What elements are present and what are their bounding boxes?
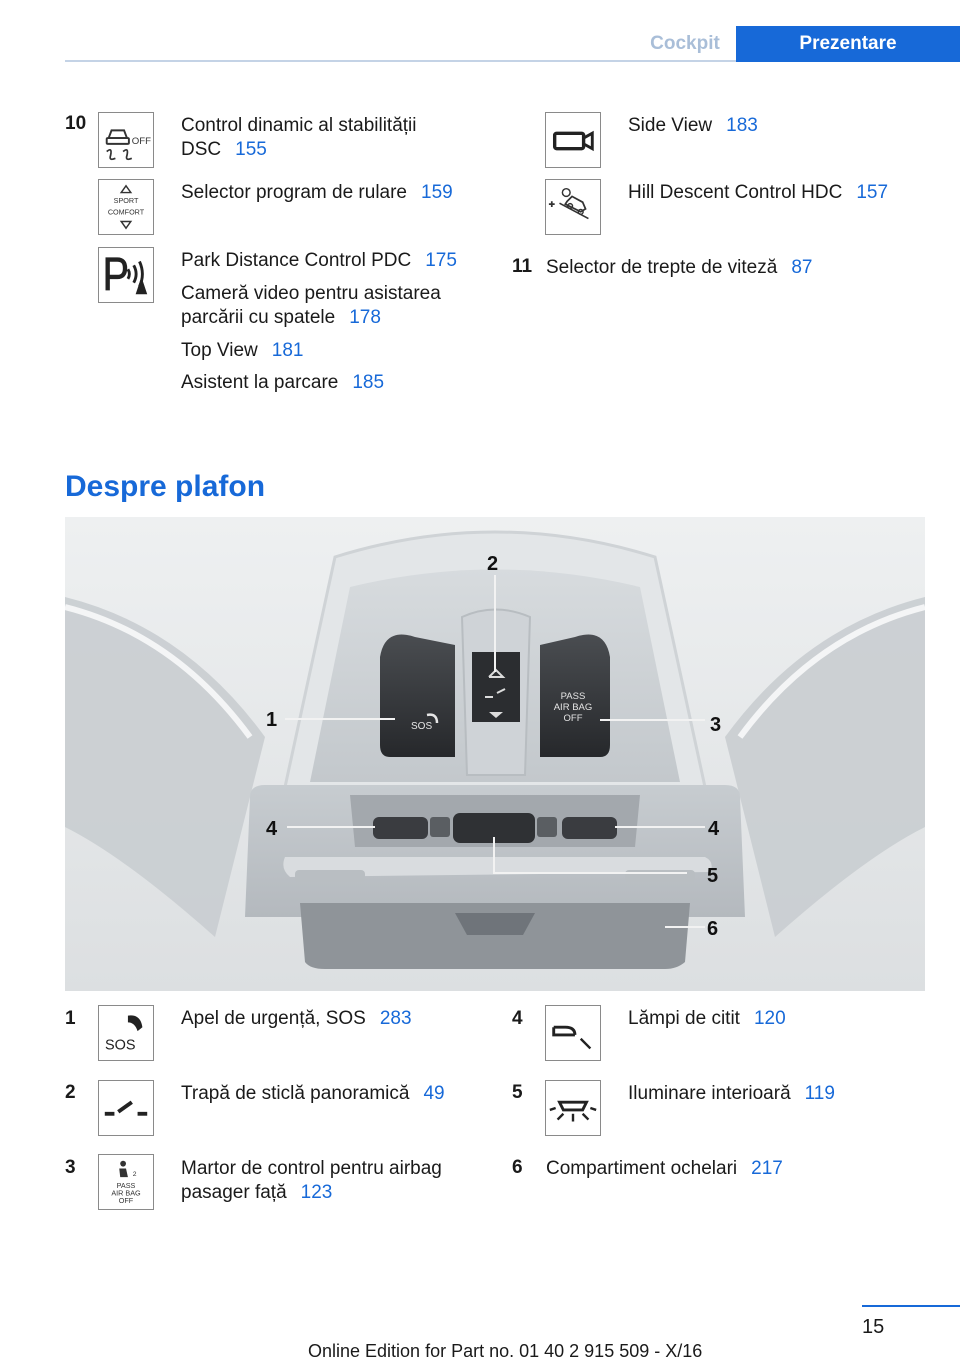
entry-pdc-page-link[interactable]: 175 xyxy=(425,250,457,271)
entry-driving-mode xyxy=(181,181,491,205)
entry-top-view xyxy=(181,339,481,363)
photo-callout-4-right: 4 xyxy=(708,818,720,840)
photo-callout-6: 6 xyxy=(707,918,719,940)
entry-rear-camera-page-link[interactable]: 178 xyxy=(349,307,381,328)
legend-number-1: 1 xyxy=(65,1008,76,1029)
entry-side-view-page-link[interactable]: 183 xyxy=(726,115,758,136)
section-title: Despre plafon xyxy=(65,470,266,503)
legend-text-5: Iluminare interioară xyxy=(628,1083,791,1104)
legend-item-6 xyxy=(546,1157,926,1181)
airbag-icon-pass-label: PASS xyxy=(116,1180,136,1190)
photo-pass-label: PASS xyxy=(560,691,586,702)
comfort-label: COMFORT xyxy=(107,207,145,217)
legend-number-4: 4 xyxy=(512,1008,523,1029)
photo-callout-3: 3 xyxy=(710,714,722,736)
entry-top-view-text: Top View xyxy=(181,340,258,361)
entry-parking-assistant xyxy=(181,371,481,395)
legend-number-6: 6 xyxy=(512,1157,523,1178)
photo-off-label: OFF xyxy=(563,713,583,724)
legend-number-3: 3 xyxy=(65,1157,76,1178)
entry-side-view-text: Side View xyxy=(628,115,713,136)
photo-callout-1: 1 xyxy=(266,709,278,731)
entry-gear-selector-page-link[interactable]: 87 xyxy=(791,257,813,278)
sport-label: SPORT xyxy=(113,196,139,206)
legend-item-1 xyxy=(181,1007,491,1031)
sos-icon-label: SOS xyxy=(104,1037,136,1054)
roof-console-illustration xyxy=(65,517,925,991)
legend-item-2 xyxy=(181,1082,491,1106)
legend-text-4: Lămpi de citit xyxy=(628,1008,740,1029)
legend-page-link-2[interactable]: 49 xyxy=(423,1083,445,1104)
entry-rear-camera-text: Cameră video pentru asistarea parcării cu spatele xyxy=(181,283,441,328)
page-number: 15 xyxy=(862,1316,885,1338)
entry-gear-selector-text: Selector de trepte de viteză xyxy=(546,257,778,278)
entry-dsc xyxy=(181,114,481,162)
legend-item-4 xyxy=(628,1007,938,1031)
dsc-off-label: OFF xyxy=(131,135,152,147)
header-section-cockpit[interactable]: Cockpit xyxy=(650,33,720,54)
entry-dsc-page-link[interactable]: 155 xyxy=(235,139,267,160)
dsc-off-icon xyxy=(98,112,154,168)
entry-pdc xyxy=(181,249,491,273)
legend-number-2: 2 xyxy=(65,1082,76,1103)
entry-parking-assistant-text: Asistent la parcare xyxy=(181,372,339,393)
entry-rear-camera xyxy=(181,282,481,330)
legend-page-link-5[interactable]: 119 xyxy=(804,1083,835,1104)
panoramic-sunroof-icon xyxy=(98,1080,154,1136)
entry-hdc-text: Hill Descent Control HDC xyxy=(628,182,843,203)
roof-console-photo xyxy=(65,517,925,991)
legend-page-link-1[interactable]: 283 xyxy=(379,1008,412,1029)
footer-edition: Online Edition for Part no. 01 40 2 915 509 - X/16 xyxy=(308,1341,703,1361)
passenger-airbag-off-icon xyxy=(98,1154,154,1210)
photo-callout-2: 2 xyxy=(487,553,499,575)
legend-number-5: 5 xyxy=(512,1082,523,1103)
entry-pdc-text: Park Distance Control PDC xyxy=(181,250,412,271)
entry-number-10: 10 xyxy=(65,113,87,134)
entry-top-view-page-link[interactable]: 181 xyxy=(271,340,304,361)
airbag-icon-airbag-label: AIR BAG xyxy=(111,1188,141,1198)
photo-sos-label: SOS xyxy=(411,721,433,732)
legend-page-link-4[interactable]: 120 xyxy=(753,1008,786,1029)
sos-call-icon xyxy=(98,1005,154,1061)
entry-dsc-text: Control dinamic al stabilității DSC xyxy=(181,115,417,160)
airbag-icon-sub-label: 2 xyxy=(132,1171,137,1179)
hill-descent-control-icon xyxy=(545,179,601,235)
entry-hdc xyxy=(628,181,948,205)
entry-driving-mode-text: Selector program de rulare xyxy=(181,182,407,203)
airbag-icon-off-label: OFF xyxy=(118,1196,134,1206)
entry-parking-assistant-page-link[interactable]: 185 xyxy=(352,372,385,393)
legend-text-2: Trapă de sticlă panoramică xyxy=(181,1083,410,1104)
entry-number-11: 11 xyxy=(512,256,533,277)
legend-text-3: Martor de control pentru airbag pasager față xyxy=(181,1158,442,1203)
legend-text-1: Apel de urgență, SOS xyxy=(181,1008,366,1029)
legend-item-5 xyxy=(628,1082,938,1106)
entry-side-view xyxy=(628,114,938,138)
footer-rule xyxy=(862,1305,960,1307)
photo-airbag-label: AIR BAG xyxy=(553,702,593,713)
legend-text-6: Compartiment ochelari xyxy=(546,1158,738,1179)
legend-page-link-3[interactable]: 123 xyxy=(300,1182,333,1203)
entry-driving-mode-page-link[interactable]: 159 xyxy=(421,182,453,203)
legend-page-link-6[interactable]: 217 xyxy=(751,1158,783,1179)
entry-hdc-page-link[interactable]: 157 xyxy=(856,182,889,203)
photo-callout-5: 5 xyxy=(707,865,719,887)
pdc-icon xyxy=(98,247,154,303)
entry-gear-selector xyxy=(546,256,926,280)
header-chapter-prezentare[interactable]: Prezentare xyxy=(736,26,960,62)
photo-callout-4-left: 4 xyxy=(266,818,278,840)
driving-mode-selector-icon xyxy=(98,179,154,235)
interior-light-icon xyxy=(545,1080,601,1136)
side-view-camera-icon xyxy=(545,112,601,168)
reading-light-icon xyxy=(545,1005,601,1061)
legend-item-3 xyxy=(181,1157,481,1205)
